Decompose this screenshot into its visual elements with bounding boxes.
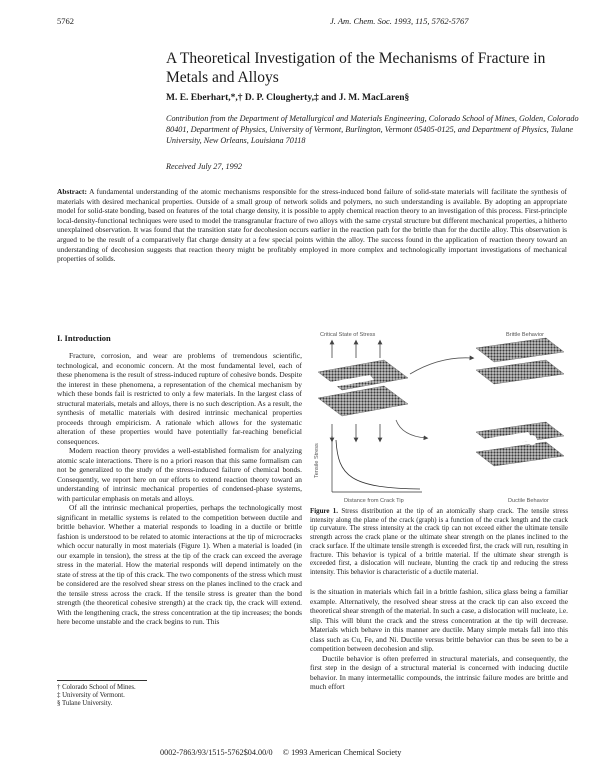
page-number: 5762 bbox=[57, 16, 74, 26]
label-critical-state: Critical State of Stress bbox=[320, 332, 376, 338]
label-ductile: Ductile Behavior bbox=[508, 498, 549, 504]
caption-text: Stress distribution at the tip of an atomically sharp crack. The tensile stress intensity along the plane of the crack (graph) is a function of the crack length and the crack tip curvature. The stress intensity at the crack tip can not exceed either the ultimate tensile strength across the crack plane or the ultimate shear strength on the planes inclined to the crack surface. If the ultimate tensile strength is exceeded first, the crack will run, resulting in fracture. This behavior is typical of a brittle material. If the ultimate shear strength is exceeded first, a dislocation will nucleate, blunting the crack tip and reducing the stress intensity. This behavior is characteristic of a ductile material. bbox=[310, 508, 568, 576]
axis-x-label: Distance from Crack Tip bbox=[344, 498, 404, 504]
crystal-ductile bbox=[476, 422, 564, 466]
caption-label: Figure 1. bbox=[310, 508, 338, 515]
author-list: M. E. Eberhart,*,† D. P. Clougherty,‡ and J. M. MacLaren§ bbox=[166, 93, 410, 103]
paragraph: Of all the intrinsic mechanical properties, perhaps the technologically most significant in metallic systems is related to the competition between ductile and brittle behavior. Whether a material responds to loading in a ductile or brittle fashion is understood to be related to atomic interactions at the tip of microcracks which occur naturally in most materials (Figure 1). When a material is loaded (in our example in tension), the stress at the tip of the crack can exceed the average stress in the material. How the material responds will depend intimately on the state of stress at the tip of this crack. The two components of the stress which must be considered are the resolved shear stress on the planes inclined to the crack and the tensile stress across the crack. If the tensile stress is greater than the bond strength (the theoretical cohesive strength) at the crack tip, the crack will extend. With the lengthening crack, the stress concentration at the tip increases; the bonds here become unstable and the crack begins to run. This bbox=[57, 503, 302, 626]
arrow-to-brittle bbox=[410, 358, 472, 374]
paragraph: Fracture, corrosion, and wear are problems of tremendous scientific, technological, and economic concern. At the most fundamental level, each of these phenomena is the result of stress-induced rupture of cohesive bonds. Despite the interest in these phenomena, a representation of the chemical mechanism by which these bonds fail is restricted to only a few materials. In the largest class of structural materials, metals and alloys, there is no such description. As a result, the synthesis of metallic materials with desired intrinsic mechanical properties proceeds through empiricism. A rationale which allows for the systematic alteration of these properties would have potentially far-reaching beneficial consequences. bbox=[57, 351, 302, 446]
paragraph: Ductile behavior is often preferred in structural materials, and consequently, the first step in the design of a structural material is concerned with inducing ductile behavior. In many intermetallic compounds, the intrinsic failure modes are brittle and much effort bbox=[310, 653, 568, 691]
footnote: † Colorado School of Mines. bbox=[57, 684, 136, 691]
copyright-line: 0002-7863/93/1515-5762$04.00/0 © 1993 American Chemical Society bbox=[160, 748, 402, 757]
abstract-text: A fundamental understanding of the atomic mechanisms responsible for the stress-induced bond failure of solid-state materials will facilitate the synthesis of materials with desired mechanical properties. Outside of a small group of network solids and polymers, no such understanding is available. By adopting an appropriate model for solid-state bonding, based on features of the total charge density, it is possible to apply chemical reaction theory to an investigation of this process. First-principle local-density-functional techniques were used to model the transgranular fracture of two alloys with the same crystal structure but different mechanical properties, a hitherto unexplained observation. It was found that the transition state for decohesion occurs earlier in the reaction path for the brittle than for the ductile alloy. This observation is argued to be the result of a comparatively flat charge density at a few special points within the alloy. The success found in the application of reaction theory toward an understanding of decohesion suggests that reaction theory might be profitably employed in more complex and technologically important investigations of mechanical properties of solids. bbox=[57, 187, 567, 264]
right-column bbox=[310, 587, 568, 692]
received-date: Received July 27, 1992 bbox=[166, 162, 242, 171]
label-brittle: Brittle Behavior bbox=[506, 332, 544, 338]
footnote: ‡ University of Vermont. bbox=[57, 692, 125, 700]
paragraph: Modern reaction theory provides a well-established formalism for analyzing atomic scale interactions. There is no a priori reason that this same formalism can not be generalized to the study of the stress-induced failure of chemical bonds. Consequently, we report here on our efforts to extend reaction theory toward an understanding of intrinsic mechanical properties of condensed-phase systems, with particular emphasis on metals and alloys. bbox=[57, 446, 302, 503]
figure-1 bbox=[310, 328, 568, 504]
journal-citation: J. Am. Chem. Soc. 1993, 115, 5762-5767 bbox=[330, 16, 469, 26]
left-column bbox=[57, 351, 302, 627]
paper-title: A Theoretical Investigation of the Mechanisms of Fracture in Metals and Alloys bbox=[166, 50, 546, 86]
crystal-critical-state bbox=[318, 360, 408, 416]
axis-y-label: Tensile Stress bbox=[314, 443, 320, 478]
paragraph: is the situation in materials which fail in a brittle fashion, silica glass being a familiar example. Alternatively, the resolved shear stress at the crack tip can also exceed the theoretical shear strength of the material. In such a case, a dislocation will nucleate, i.e. slip. This will blunt the crack and the stress concentration at the tip will decrease. Materials which behave in this manner are ductile. Many simple metals fall into this class such as Cu, Fe, and Ni. Ductile versus brittle behavior can thus be seen to be a competition between decohesion and slip. bbox=[310, 587, 568, 653]
stress-graph bbox=[314, 436, 422, 504]
arrow-to-ductile bbox=[396, 420, 426, 438]
figure-caption bbox=[310, 508, 568, 578]
footnotes bbox=[57, 684, 136, 709]
affiliation: Contribution from the Department of Metallurgical and Materials Engineering, Colorado School of Mines, Golden, Colorado 80401, Department of Physics, University of Vermont, Burlington, Vermont 05405-0125, and Department of Physics, Tulane University, New Orleans, Louisiana 70118 bbox=[166, 114, 579, 145]
abstract bbox=[57, 187, 567, 264]
footnote-rule bbox=[57, 680, 147, 681]
section-heading: I. Introduction bbox=[57, 333, 111, 343]
abstract-label: Abstract: bbox=[57, 187, 87, 196]
crystal-brittle bbox=[476, 338, 564, 384]
footnote: § Tulane University. bbox=[57, 700, 113, 708]
